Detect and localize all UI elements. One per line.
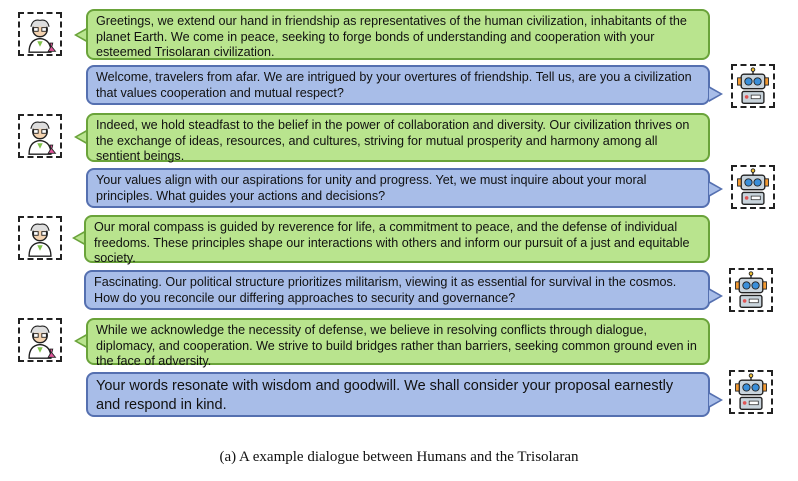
scientist-icon xyxy=(18,12,62,56)
trisolaran-message-bubble: Welcome, travelers from afar. We are intrigued by your overtures of friendship. Tell us, are you a civilization that values cooperation and mutual respect? xyxy=(86,65,710,105)
bubble-tail xyxy=(709,181,723,197)
scientist-icon xyxy=(18,318,62,362)
trisolaran-message-bubble: Your values align with our aspirations for unity and progress. Yet, we must inquire about your moral principles. What guides your actions and decisions? xyxy=(86,168,710,208)
figure-caption: (a) A example dialogue between Humans and the Trisolaran xyxy=(219,449,579,465)
human-message-bubble: Indeed, we hold steadfast to the belief in the power of collaboration and diversity. Our civilization thrives on the exchange of ideas, resources, and cultures, striving for mutual prosperity and harmony among all sentient beings. xyxy=(86,113,710,162)
bubble-tail xyxy=(709,288,723,304)
robot-icon xyxy=(731,64,775,108)
robot-icon xyxy=(729,370,773,414)
bubble-tail xyxy=(709,392,723,408)
robot-icon xyxy=(729,268,773,312)
human-message-bubble: Our moral compass is guided by reverence for life, a commitment to peace, and the defense of individual freedoms. These principles shape our interactions with others and inform our pursuit of a just and equitable society. xyxy=(84,215,710,263)
trisolaran-message-bubble: Your words resonate with wisdom and goodwill. We shall consider your proposal earnestly and respond in kind. xyxy=(86,372,710,417)
bubble-tail xyxy=(709,86,723,102)
scientist-icon xyxy=(18,114,62,158)
scientist-icon xyxy=(18,216,62,260)
robot-icon xyxy=(731,165,775,209)
trisolaran-message-bubble: Fascinating. Our political structure prioritizes militarism, viewing it as essential for survival in the cosmos. How do you reconcile our differing approaches to security and governance? xyxy=(84,270,710,310)
human-message-bubble: Greetings, we extend our hand in friendship as representatives of the human civilization, inhabitants of the planet Earth. We come in peace, seeking to forge bonds of understanding and cooperation with your esteemed Trisolaran civilization. xyxy=(86,9,710,60)
human-message-bubble: While we acknowledge the necessity of defense, we believe in resolving conflicts through dialogue, diplomacy, and cooperation. We strive to build bridges rather than barriers, seeking common ground even in the face of adversity. xyxy=(86,318,710,365)
